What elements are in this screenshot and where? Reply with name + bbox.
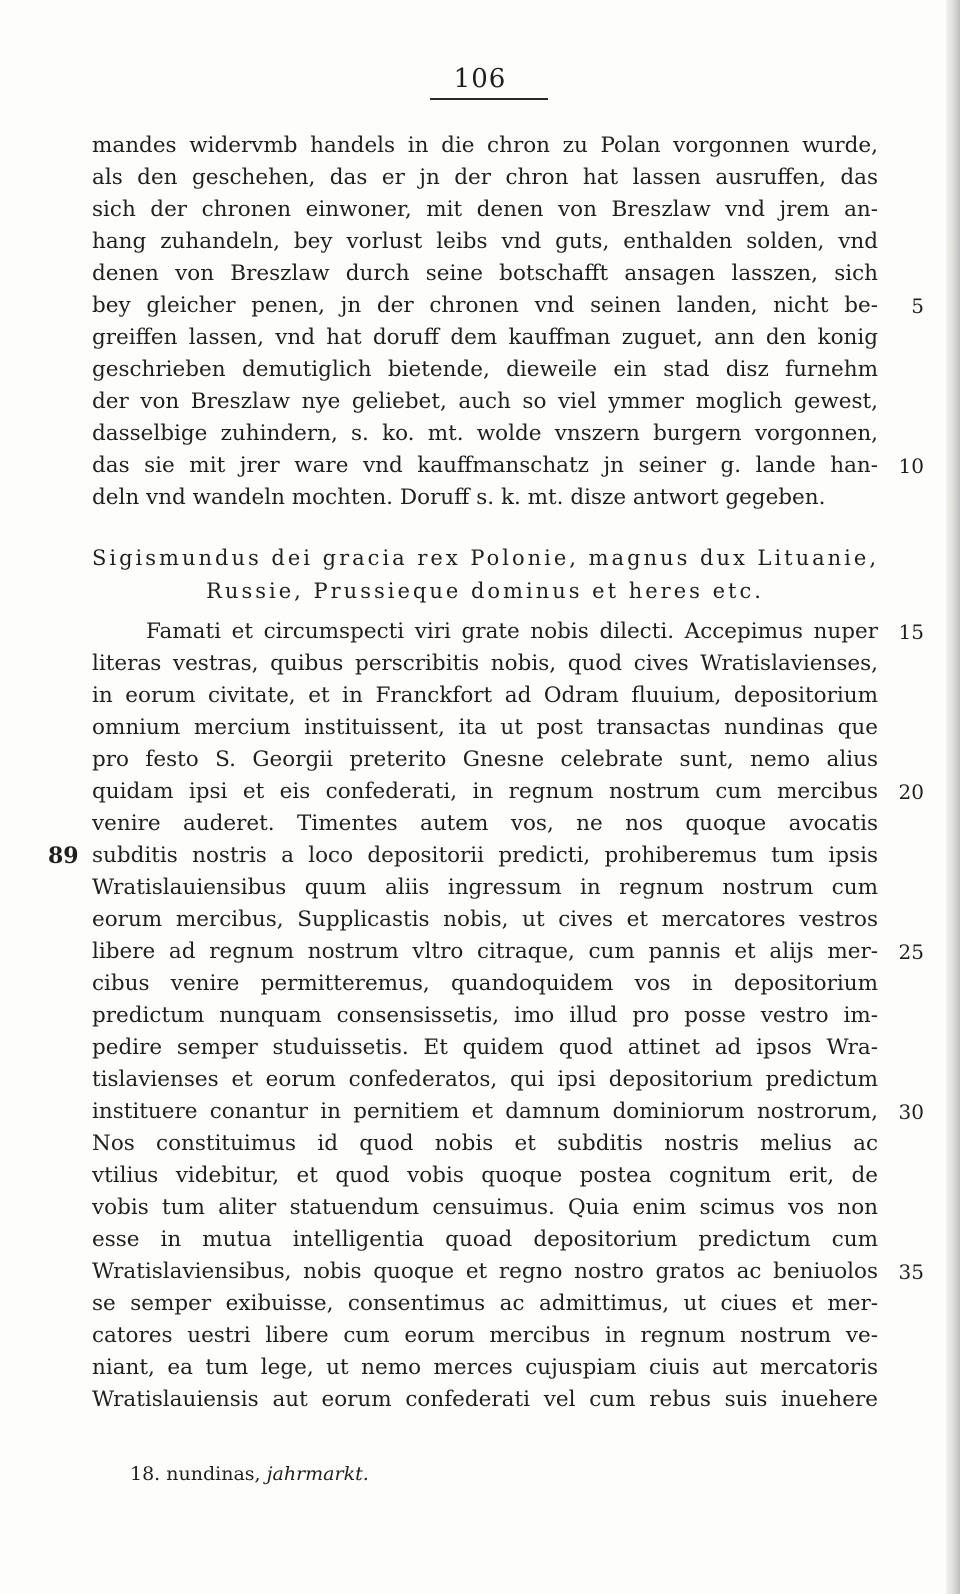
- text-line: geschrieben demutiglich bietende, dieweile ein stad disz furnehm: [92, 357, 878, 382]
- text-line: instituere conantur in pernitiem et damnum dominiorum nostrorum,: [92, 1099, 878, 1124]
- text-line: der von Breszlaw nye geliebet, auch so viel ymmer moglich gewest,: [92, 389, 878, 414]
- text-line: das sie mit jrer ware vnd kauffmanschatz jn seiner g. lande han-: [92, 453, 878, 478]
- footnote-gloss: jahrmarkt.: [266, 1463, 369, 1485]
- text-line: deln vnd wandeln mochten. Doruff s. k. mt. disze antwort gegeben.: [92, 485, 826, 510]
- footnote-reference: 18. nundinas,: [130, 1463, 261, 1485]
- line-number-30: 30: [898, 1100, 924, 1124]
- text-line: omnium mercium instituissent, ita ut post transactas nundinas que: [92, 715, 878, 740]
- text-line: vtilius videbitur, et quod vobis quoque postea cognitum erit, de: [92, 1163, 878, 1188]
- paragraph-latin-letter: [92, 616, 878, 1416]
- footnote: [130, 1460, 369, 1488]
- text-line: esse in mutua intelligentia quoad depositorium predictum cum: [92, 1227, 878, 1252]
- letter-heading: [92, 542, 878, 608]
- text-line: sich der chronen einwoner, mit denen von Breszlaw vnd jrem an-: [92, 197, 878, 222]
- text-line: hang zuhandeln, bey vorlust leibs vnd guts, enthalden solden, vnd: [92, 229, 878, 254]
- text-line: in eorum civitate, et in Franckfort ad Odram fluuium, depositorium: [92, 683, 878, 708]
- page-number-rule: [430, 98, 548, 100]
- text-line: literas vestras, quibus perscribitis nobis, quod cives Wratislavienses,: [92, 651, 878, 676]
- text-line: subditis nostris a loco depositorii predicti, prohiberemus tum ipsis: [92, 843, 878, 868]
- text-line: quidam ipsi et eis confederati, in regnum nostrum cum mercibus: [92, 779, 878, 804]
- text-line: predictum nunquam consensissetis, imo illud pro posse vestro im-: [92, 1003, 878, 1028]
- line-number-25: 25: [898, 940, 924, 964]
- marginal-page-reference: 89: [48, 843, 79, 869]
- text-line: Famati et circumspecti viri grate nobis dilecti. Accepimus nuper: [146, 619, 878, 644]
- page-edge-shadow: [946, 0, 960, 1594]
- page-number: 106: [453, 64, 507, 94]
- paragraph-german: [92, 130, 878, 514]
- text-line: dasselbige zuhindern, s. ko. mt. wolde vnszern burgern vorgonnen,: [92, 421, 878, 446]
- text-line: se semper exibuisse, consentimus ac admittimus, ut ciues et mer-: [92, 1291, 878, 1316]
- line-number-5: 5: [911, 294, 924, 318]
- text-line: mandes widervmb handels in die chron zu Polan vorgonnen wurde,: [92, 133, 878, 158]
- text-line: Wratislaviensibus, nobis quoque et regno nostro gratos ac beniuolos: [92, 1259, 878, 1284]
- text-line: greiffen lassen, vnd hat doruff dem kauffman zuguet, ann den konig: [92, 325, 878, 350]
- text-line: als den geschehen, das er jn der chron hat lassen ausruffen, das: [92, 165, 878, 190]
- line-number-20: 20: [898, 780, 924, 804]
- text-line: vobis tum aliter statuendum censuimus. Quia enim scimus vos non: [92, 1195, 878, 1220]
- text-line: cibus venire permitteremus, quandoquidem vos in depositorium: [92, 971, 878, 996]
- heading-line: Sigismundus dei gracia rex Polonie, magnus dux Lituanie,: [92, 546, 879, 570]
- text-line: eorum mercibus, Supplicastis nobis, ut cives et mercatores vestros: [92, 907, 878, 932]
- text-line: catores uestri libere cum eorum mercibus in regnum nostrum ve-: [92, 1323, 878, 1348]
- text-line: libere ad regnum nostrum vltro citraque, cum pannis et alijs mer-: [92, 939, 878, 964]
- text-line: Wratislauiensibus quum aliis ingressum in regnum nostrum cum: [92, 875, 878, 900]
- text-line: venire auderet. Timentes autem vos, ne nos quoque avocatis: [92, 811, 878, 836]
- text-line: niant, ea tum lege, ut nemo merces cujuspiam ciuis aut mercatoris: [92, 1355, 878, 1380]
- text-line: denen von Breszlaw durch seine botschafft ansagen lasszen, sich: [92, 261, 878, 286]
- line-number-10: 10: [898, 454, 924, 478]
- text-line: bey gleicher penen, jn der chronen vnd seinen landen, nicht be-: [92, 293, 878, 318]
- text-line: pro festo S. Georgii preterito Gnesne celebrate sunt, nemo alius: [92, 747, 878, 772]
- line-number-35: 35: [898, 1260, 924, 1284]
- text-line: Nos constituimus id quod nobis et subditis nostris melius ac: [92, 1131, 878, 1156]
- text-line: pedire semper studuissetis. Et quidem quod attinet ad ipsos Wra-: [92, 1035, 878, 1060]
- heading-line: Russie, Prussieque dominus et heres etc.: [206, 579, 764, 603]
- text-line: tislavienses et eorum confederatos, qui ipsi depositorium predictum: [92, 1067, 878, 1092]
- text-line: Wratislauiensis aut eorum confederati vel cum rebus suis inuehere: [92, 1387, 878, 1412]
- line-number-15: 15: [898, 620, 924, 644]
